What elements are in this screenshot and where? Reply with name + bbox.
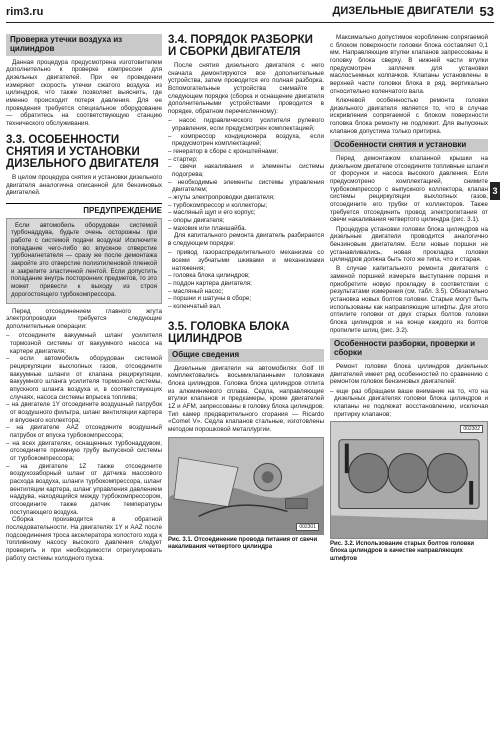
features-text: В целом процедура снятия и установки дизельного двигателя аналогична описанной для бензиновых двигателей. — [6, 173, 162, 197]
head-title: 3.5. ГОЛОВКА БЛОКА ЦИЛИНДРОВ — [168, 320, 290, 345]
list-item: – коленчатый вал. — [168, 302, 222, 310]
list-item: – поддон картера двигателя; — [168, 279, 252, 287]
list-item: – жгуты электропроводки двигателя; — [168, 194, 275, 202]
col1-paragraph-2: Сборка производится в обратной последовательности. На двигателях 1Y и AAZ после подсоединения троса акселератора холостого хода к топливному насосу высокого давления следует проверить и при необходимости отрегулировать работу системы холодного пуска. — [6, 516, 162, 562]
figure-3-1 — [168, 437, 324, 535]
col3-paragraph-2: Ключевой особенностью ремонта головки дизельного двигателя является то, что в случае искривления сопрягаемой с блоком поверхности головка блока ремонту не подлежит. Для выпускных клапанов допустима только притирка. — [330, 96, 488, 135]
column-2 — [168, 34, 324, 551]
list-item: – масляный насос; — [168, 287, 224, 295]
col2-list-2 — [168, 249, 324, 310]
figure-caption: Рис. 3.2. Использование старых болтов головки блока цилиндров в качестве направляющих штифтов — [330, 541, 475, 562]
list-item: – стартер; — [168, 155, 198, 163]
figure-tag: 002301 — [296, 523, 319, 531]
warning-text: Если автомобиль оборудован системой турбонаддува, будьте очень осторожны при работе с системой подачи воздуха! Исключите попадание чего-либо во впускное отверстие турбонагнетателя — сразу же после демонтажа закройте это отверстие полиэтиленовой пленкой и закрепите эластичной лентой. Если допустить попадание внутрь посторонних предметов, то это может привести к выходу из строя дорогостоящего турбокомпрессора. — [11, 221, 157, 298]
col3-paragraph-4: В случае капитального ремонта двигателя с заменой поршней измерьте выступание поршня и приобретите новую прокладку в соответствии с результатами измерения (см. табл. 3.5). Обязательно установка новых болтов головки. Старые могут быть использованы как направляющие штифты. Для этого отпилите головки от двух старых болтов головки блока цилиндров и на конце каждого из болтов пропилите шлиц (рис. 3.2). — [330, 265, 488, 334]
list-item: – масляный щуп и его корпус; — [168, 209, 256, 217]
header-rule — [6, 22, 494, 23]
list-item: – на двигателе AAZ отсоедините воздушный патрубок от впуска турбокомпрессора; — [6, 424, 162, 440]
assembly-title: Особенности разборки, проверки и сборки — [330, 338, 488, 360]
column-1 — [6, 34, 162, 564]
col3-paragraph-1: Максимально допустимое коробление сопрягаемой с блоком поверхности головки блока составляет 0,1 мм. Направляющие втулки клапанов запрессованы в головку блока сверху. В нижней части втулки предусмотрен заплечик для установки маслосъемных колпачков. Клапаны установлены в верхней части головки блока в ряд, вертикально относительно коленчатого вала. — [330, 34, 488, 95]
col2-paragraph-2: Для капитального ремонта двигатель разбирается в следующем порядке: — [168, 232, 324, 248]
warning-header — [6, 203, 162, 216]
page-header — [0, 0, 500, 28]
list-item: – турбокомпрессор и коллекторы; — [168, 201, 268, 209]
chapter-tab: 3 — [490, 182, 500, 200]
list-item: – генератор в сборе с кронштейнами; — [168, 148, 279, 156]
warning-label: ПРЕДУПРЕЖДЕНИЕ — [83, 205, 162, 215]
removal-text: Перед демонтажом клапанной крышки на дизельном двигателе отсоедините топливные шланги от форсунок и насоса высокого давления. Если предусмотрено комплектацией, снимите турбокомпрессор с выпускного коллектора, клапан системы рециркуляции выхлопных газов, отсоедините его трубки от коллекторов. Также требуется отсоединить провод электропитания от свечи накаливания четвертого цилиндра (рис. 3.1). — [330, 155, 488, 224]
engine-photo-illustration — [169, 438, 323, 534]
header-right — [333, 4, 494, 20]
figure-3-2 — [330, 421, 488, 539]
col2-list-1 — [168, 117, 324, 232]
col2-paragraph-1: После снятия дизельного двигателя с него сначала демонтируются все дополнительные устройства, затем проводится его полная разборка. Вспомогательные устройства снимайте в следующем порядке (сборка и оснащение двигателя дополнительными устройствами проводится в порядке, обратном перечисленному): — [168, 62, 324, 116]
list-item: – поршни и шатуны в сборе; — [168, 295, 252, 303]
col3-list — [330, 388, 488, 419]
list-item: – опоры двигателя; — [168, 217, 225, 225]
col1-list — [6, 332, 162, 516]
list-item: – на двигателе 1Z также отсоедините воздухозаборный шланг от датчика массового расхода воздуха, шланги турбокомпрессора, шланг вентиляции картера, шланг управления давлением наддува, находящийся между турбокомпрессором, отсоедините также датчик температуры поступающего воздуха. — [6, 462, 162, 516]
list-item: – необходимые элементы системы управления двигателем; — [168, 178, 324, 194]
leak-title: Проверка утечки воздуха из цилиндров — [6, 34, 162, 56]
col3-paragraph-3: Процедура установки головки блока цилиндров на дизельные двигатели проводится аналогично бензиновым двигателям. Если новые поршни не устанавливались, новая прокладка головки цилиндров должна быть того же типа, что и старая. — [330, 225, 488, 264]
list-item: – если автомобиль оборудован системой рециркуляции выхлопных газов, отсоедините вакуумные шланги от клапана рециркуляции, вакуумного шланга усилителя тормозной системы, впускного шланга воздуха и, в соответствующих случаях, насоса системы впрыска топлива; — [6, 355, 162, 401]
list-item: – еще раз обращаем ваше внимание на то, что на дизельных двигателях головки блока цилиндров и клапаны не подлежат восстановлению, исключая притирку клапанов; — [330, 387, 488, 418]
list-item: – на всех двигателях, оснащенных турбонаддувом, отсоедините приемную трубу выпускной системы от турбокомпрессора; — [6, 439, 162, 463]
page-number: 53 — [479, 4, 494, 19]
list-item: – головка блока цилиндров; — [168, 272, 250, 280]
figure-caption: Рис. 3.1. Отсоединение провода питания от свечи накаливания четвертого цилиндра — [168, 536, 318, 550]
order-title: 3.4. ПОРЯДОК РАЗБОРКИ И СБОРКИ ДВИГАТЕЛЯ — [168, 34, 313, 59]
cylinder-head-illustration — [331, 422, 487, 538]
warning-box — [6, 218, 162, 304]
general-text: Дизельные двигатели на автомобилях Golf III комплектовались восьмиклапанными головками блока цилиндров. Головка блока цилиндров отлита из алюминиевого сплава. Седла, направляющие втулки клапанов и предкамеры, кроме двигателей 1Z и AFM, запрессованы в головку блока цилиндров. Тип камер предварительного сгорания — Ricardo «Comet V». Седла клапанов стальные, изготовлены методом порошковой металлургии. — [168, 364, 324, 433]
site-label: rim3.ru — [6, 6, 44, 18]
list-item: – компрессор кондиционера воздуха, если предусмотрен комплектацией; — [168, 132, 324, 148]
list-item: – на двигателе 1Y отсоедините воздушный патрубок от воздушного фильтра, шланг вентиляции картера и впускного коллектора; — [6, 401, 162, 424]
list-item: – свечи накаливания и элементы системы подогрева; — [168, 163, 324, 179]
list-item: – отсоедините вакуумный шланг усилителя тормозной системы от вакуумного насоса на картере двигателя; — [6, 332, 162, 355]
figure-tag: 002302 — [460, 425, 483, 433]
list-item: – маховик или планшайба. — [168, 224, 247, 232]
general-title: Общие сведения — [168, 349, 324, 362]
list-item: – насос гидравлического усилителя рулевого управления, если предусмотрен комплектацией; — [168, 117, 324, 132]
section-title: ДИЗЕЛЬНЫЕ ДВИГАТЕЛИ — [332, 5, 474, 18]
features-title: 3.3. ОСОБЕННОСТИ СНЯТИЯ И УСТАНОВКИ ДИЗЕЛЬНОГО ДВИГАТЕЛЯ — [6, 133, 159, 170]
list-item: – привод газораспределительного механизма со всеми зубчатыми шкивами и механизмами натяжения; — [168, 249, 324, 272]
removal-title: Особенности снятия и установки — [330, 139, 488, 152]
column-3 — [330, 34, 488, 563]
col1-paragraph-1: Перед отсоединением главного жгута электропроводки требуется следующие дополнительные операции: — [6, 307, 162, 331]
leak-text: Данная процедура предусмотрена изготовителем дополнительно к проверке компрессии для дизельных двигателей. При ее проведении измеряют скорость утечки сжатого воздуха из цилиндров, что также позволяет выяснить, где именно происходит потеря давления. Для ее проведения требуется специальное оборудование — обратитесь на соответствующую станцию технического обслуживания. — [6, 58, 162, 127]
assembly-text: Ремонт головки блока цилиндров дизельных двигателей имеет ряд особенностей по сравнению с ремонтом головок бензиновых двигателей: — [330, 363, 488, 386]
